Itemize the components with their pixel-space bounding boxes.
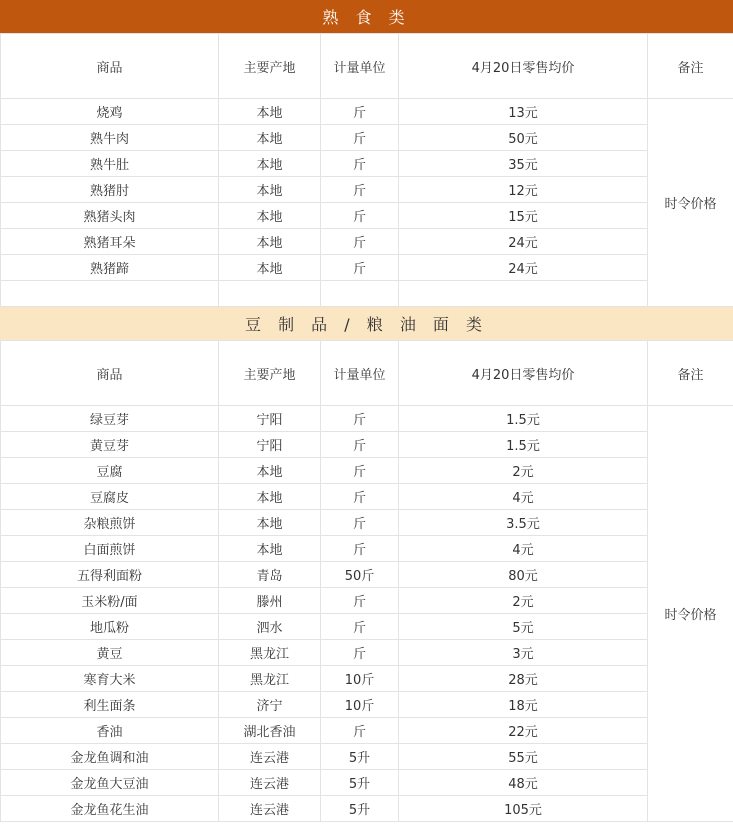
table-row [1,744,733,770]
table-row [1,796,733,822]
col-header-origin: 主要产地 [219,341,321,406]
price-table-cooked-food [0,33,733,307]
product-name-cell: 黄豆芽 [1,432,219,458]
price-cell: 2元 [399,458,648,484]
remark-cell: 时令价格 [648,406,733,822]
unit-cell: 斤 [321,99,399,125]
origin-cell: 滕州 [219,588,321,614]
unit-cell: 斤 [321,255,399,281]
price-cell: 12元 [399,177,648,203]
product-name-cell: 金龙鱼花生油 [1,796,219,822]
unit-cell: 50斤 [321,562,399,588]
product-name-cell: 地瓜粉 [1,614,219,640]
unit-cell: 斤 [321,151,399,177]
price-cell: 15元 [399,203,648,229]
unit-cell: 斤 [321,614,399,640]
unit-cell: 10斤 [321,666,399,692]
price-table-bean-grain-oil [0,340,733,822]
origin-cell: 泗水 [219,614,321,640]
unit-cell: 斤 [321,177,399,203]
section-bean-grain-oil [0,307,733,822]
section-title-cooked-food: 熟 食 类 [0,0,733,33]
unit-cell: 斤 [321,458,399,484]
empty-cell [321,281,399,307]
product-name-cell: 烧鸡 [1,99,219,125]
price-cell: 22元 [399,718,648,744]
unit-cell: 斤 [321,510,399,536]
product-name-cell: 香油 [1,718,219,744]
table-row [1,406,733,432]
origin-cell: 本地 [219,255,321,281]
price-cell: 28元 [399,666,648,692]
table-row [1,666,733,692]
product-name-cell: 豆腐皮 [1,484,219,510]
table-row [1,151,733,177]
product-name-cell: 熟猪头肉 [1,203,219,229]
col-header-product: 商品 [1,341,219,406]
table-row [1,484,733,510]
col-header-product: 商品 [1,34,219,99]
origin-cell: 本地 [219,229,321,255]
product-name-cell: 熟牛肚 [1,151,219,177]
empty-row [1,281,733,307]
table-row [1,177,733,203]
section-title-bean-grain-oil: 豆 制 品 / 粮 油 面 类 [0,307,733,340]
price-cell: 105元 [399,796,648,822]
origin-cell: 连云港 [219,796,321,822]
origin-cell: 湖北香油 [219,718,321,744]
unit-cell: 斤 [321,484,399,510]
product-name-cell: 利生面条 [1,692,219,718]
table-row [1,588,733,614]
empty-cell [399,281,648,307]
price-cell: 55元 [399,744,648,770]
col-header-remark: 备注 [648,34,733,99]
product-name-cell: 杂粮煎饼 [1,510,219,536]
unit-cell: 斤 [321,718,399,744]
product-name-cell: 金龙鱼调和油 [1,744,219,770]
table-row [1,640,733,666]
product-name-cell: 玉米粉/面 [1,588,219,614]
origin-cell: 连云港 [219,770,321,796]
origin-cell: 本地 [219,484,321,510]
table-row [1,255,733,281]
price-cell: 35元 [399,151,648,177]
product-name-cell: 五得利面粉 [1,562,219,588]
table-row [1,125,733,151]
price-cell: 18元 [399,692,648,718]
col-header-unit: 计量单位 [321,341,399,406]
origin-cell: 本地 [219,125,321,151]
unit-cell: 斤 [321,125,399,151]
unit-cell: 斤 [321,640,399,666]
table-row [1,614,733,640]
product-name-cell: 熟猪肘 [1,177,219,203]
price-cell: 2元 [399,588,648,614]
price-cell: 13元 [399,99,648,125]
price-cell: 80元 [399,562,648,588]
unit-cell: 斤 [321,203,399,229]
table-header-row [1,341,733,406]
col-header-remark: 备注 [648,341,733,406]
origin-cell: 青岛 [219,562,321,588]
col-header-price: 4月20日零售均价 [399,34,648,99]
price-cell: 1.5元 [399,406,648,432]
unit-cell: 斤 [321,406,399,432]
table-row [1,432,733,458]
table-row [1,770,733,796]
price-cell: 1.5元 [399,432,648,458]
empty-cell [219,281,321,307]
product-name-cell: 熟猪蹄 [1,255,219,281]
origin-cell: 本地 [219,151,321,177]
origin-cell: 本地 [219,458,321,484]
origin-cell: 黑龙江 [219,666,321,692]
origin-cell: 宁阳 [219,432,321,458]
origin-cell: 济宁 [219,692,321,718]
table-row [1,203,733,229]
unit-cell: 斤 [321,432,399,458]
empty-cell [1,281,219,307]
product-name-cell: 熟牛肉 [1,125,219,151]
table-row [1,718,733,744]
col-header-price: 4月20日零售均价 [399,341,648,406]
origin-cell: 本地 [219,536,321,562]
price-cell: 3元 [399,640,648,666]
table-row [1,510,733,536]
price-cell: 4元 [399,536,648,562]
unit-cell: 斤 [321,588,399,614]
origin-cell: 本地 [219,203,321,229]
product-name-cell: 熟猪耳朵 [1,229,219,255]
unit-cell: 斤 [321,536,399,562]
price-cell: 50元 [399,125,648,151]
product-name-cell: 绿豆芽 [1,406,219,432]
table-row [1,229,733,255]
product-name-cell: 豆腐 [1,458,219,484]
table-row [1,562,733,588]
origin-cell: 宁阳 [219,406,321,432]
unit-cell: 5升 [321,770,399,796]
table-row [1,458,733,484]
origin-cell: 本地 [219,99,321,125]
col-header-unit: 计量单位 [321,34,399,99]
price-cell: 48元 [399,770,648,796]
origin-cell: 黑龙江 [219,640,321,666]
origin-cell: 本地 [219,177,321,203]
table-header-row [1,34,733,99]
unit-cell: 10斤 [321,692,399,718]
product-name-cell: 白面煎饼 [1,536,219,562]
product-name-cell: 金龙鱼大豆油 [1,770,219,796]
price-cell: 5元 [399,614,648,640]
col-header-origin: 主要产地 [219,34,321,99]
remark-cell: 时令价格 [648,99,733,307]
table-row [1,536,733,562]
table-row [1,692,733,718]
price-cell: 24元 [399,255,648,281]
unit-cell: 5升 [321,744,399,770]
product-name-cell: 寒育大米 [1,666,219,692]
section-cooked-food [0,0,733,307]
price-cell: 24元 [399,229,648,255]
price-cell: 3.5元 [399,510,648,536]
product-name-cell: 黄豆 [1,640,219,666]
price-cell: 4元 [399,484,648,510]
table-row [1,99,733,125]
unit-cell: 斤 [321,229,399,255]
origin-cell: 连云港 [219,744,321,770]
unit-cell: 5升 [321,796,399,822]
origin-cell: 本地 [219,510,321,536]
